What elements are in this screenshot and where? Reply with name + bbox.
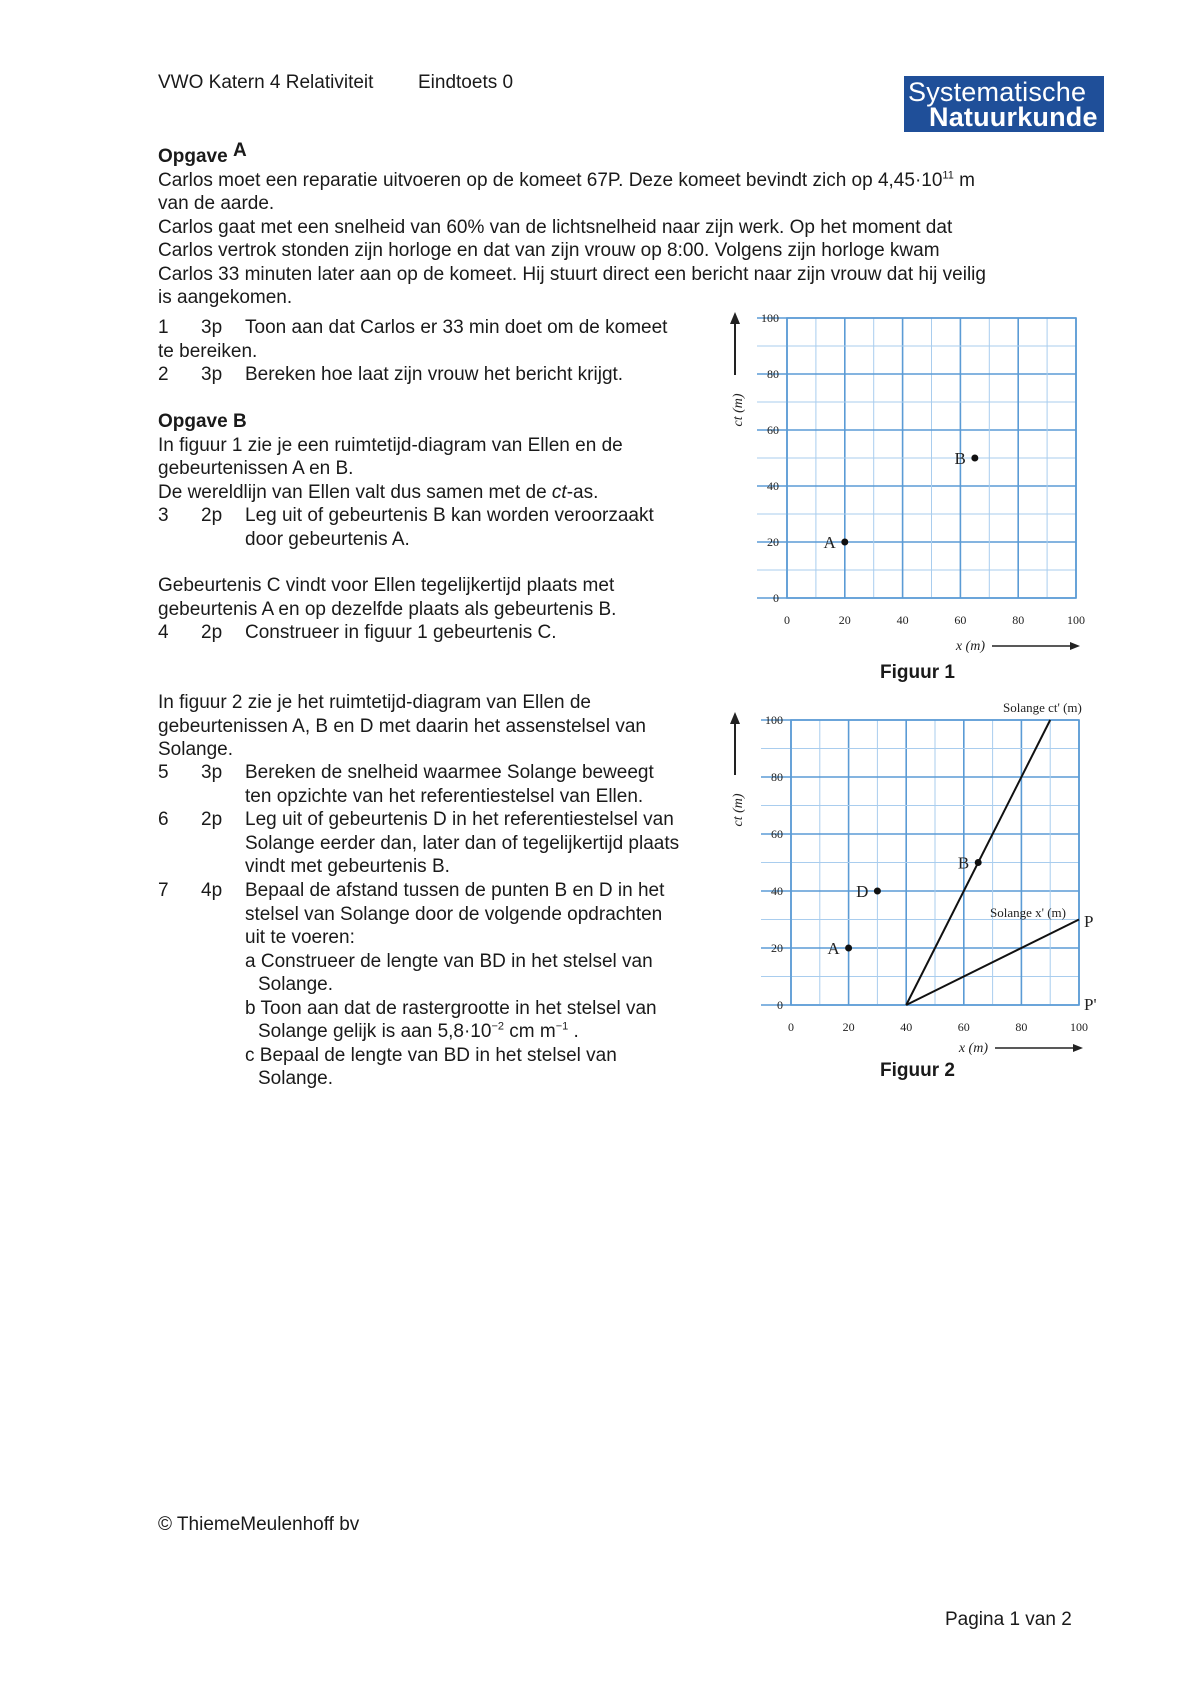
- event-point-b: [971, 455, 978, 462]
- opgave-a-intro-2: Carlos gaat met een snelheid van 60% van de lichtsnelheid naar zijn werk. Op het moment dat: [158, 216, 953, 238]
- x-tick-label: 100: [1067, 613, 1085, 627]
- page-number: Pagina 1 van 2: [945, 1609, 1072, 1630]
- figure-2-tick-labels: [765, 713, 1088, 1034]
- y-tick-label: 40: [767, 479, 779, 493]
- event-point-b: [975, 859, 982, 866]
- y-tick-label: 80: [767, 367, 779, 381]
- logo-line-1: Systematische: [908, 77, 1087, 107]
- figure-2-points: [827, 854, 981, 959]
- x-tick-label: 20: [842, 1020, 855, 1034]
- x-tick-label: 100: [1070, 1020, 1088, 1034]
- header-test-name: Eindtoets 0: [418, 72, 514, 93]
- question-7a: a Construeer de lengte van BD in het stelsel van: [245, 950, 653, 972]
- question-1: 1 3p Toon aan dat Carlos er 33 min doet om de komeet te bereiken.: [158, 317, 668, 362]
- question-7c: c Bepaal de lengte van BD in het stelsel van: [245, 1044, 617, 1066]
- opgave-a-intro-4: Carlos 33 minuten later aan op de komeet. Hij stuurt direct een bericht naar zijn vrouw dat hij veilig: [158, 263, 986, 285]
- opgave-b-worldline: De wereldlijn van Ellen valt dus samen met de ct-as.: [158, 481, 599, 503]
- figure-2-intro: In figuur 2 zie je het ruimtetijd-diagram van Ellen de gebeurtenissen A, B en D met daarin het assenstelsel van Solange.: [158, 692, 646, 760]
- logo-line-2: Natuurkunde: [929, 102, 1098, 132]
- figure-2-x-label: x (m): [958, 1041, 988, 1056]
- copyright: © ThiemeMeulenhoff bv: [158, 1514, 360, 1535]
- figure-1-y-arrowhead: [730, 312, 740, 324]
- opgave-b-intro-2: gebeurtenissen A en B.: [158, 458, 354, 479]
- figure-2-grid: [761, 720, 1079, 1005]
- question-6: 6 2p Leg uit of gebeurtenis D in het referentiestelsel van Solange eerder dan, later dan of tegelijkertijd plaats vindt met gebeurtenis B.: [158, 809, 680, 877]
- event-label-b: B: [954, 449, 966, 468]
- x-tick-label: 0: [784, 613, 790, 627]
- figure-1-points: [824, 449, 979, 552]
- x-tick-label: 20: [838, 613, 851, 627]
- opgave-b: [158, 410, 718, 504]
- opgave-b-intro-1: In figuur 1 zie je een ruimtetijd-diagram van Ellen en de: [158, 434, 623, 456]
- x-tick-label: 80: [1012, 613, 1025, 627]
- event-label-a: A: [823, 533, 836, 552]
- event-point-a: [841, 539, 848, 546]
- opgave-a-intro-1-cont: van de aarde.: [158, 193, 275, 214]
- y-tick-label: 100: [765, 713, 783, 727]
- y-tick-label: 40: [771, 884, 783, 898]
- figure-2-x-arrowhead: [1073, 1044, 1083, 1052]
- y-tick-label: 20: [771, 941, 783, 955]
- opgave-a-intro-3: Carlos vertrok stonden zijn horloge en dat van zijn vrouw op 8:00. Volgens zijn horloge kwam: [158, 240, 940, 261]
- figure-1-x-label: x (m): [955, 639, 985, 654]
- question-7b: b Toon aan dat de rastergrootte in het stelsel van: [245, 997, 657, 1019]
- y-tick-label: 0: [777, 998, 783, 1012]
- opgave-a-intro-1: Carlos moet een reparatie uitvoeren op de komeet 67P. Deze komeet bevindt zich op $4,45\cdot 10^{11}$ m: [158, 169, 975, 191]
- figure-2-caption: Figuur 2: [880, 1060, 955, 1081]
- y-tick-label: 60: [767, 423, 779, 437]
- figure-2-y-label: ct (m): [731, 793, 746, 827]
- y-tick-label: 0: [773, 591, 779, 605]
- y-tick-label: 20: [767, 535, 779, 549]
- y-tick-label: 60: [771, 827, 783, 841]
- question-4: 4 2p Construeer in figuur 1 gebeurtenis C.: [158, 622, 557, 643]
- header-title: VWO Katern 4 Relativiteit: [158, 72, 374, 93]
- figure-1-chart: [720, 300, 1100, 660]
- x-tick-label: 40: [896, 613, 909, 627]
- opgave-a-title: Opgave A: [158, 140, 247, 167]
- p-label: P: [1084, 912, 1094, 931]
- event-point-d: [874, 888, 881, 895]
- x-tick-label: 80: [1015, 1020, 1028, 1034]
- figure-1-grid: [757, 318, 1076, 598]
- figure-1-caption: Figuur 1: [880, 662, 955, 683]
- solange-ct-label: Solange ct' (m): [1003, 700, 1082, 715]
- event-label-d: D: [856, 882, 869, 901]
- figure-1-x-arrowhead: [1070, 642, 1080, 650]
- question-3: 3 2p Leg uit of gebeurtenis B kan worden veroorzaakt door gebeurtenis A.: [158, 505, 654, 550]
- opgave-b-title: Opgave B: [158, 411, 247, 432]
- opgave-a: [158, 140, 1058, 310]
- question-7: 7 4p Bepaal de afstand tussen de punten B en D in het stelsel van Solange door de volgende opdrachten uit te voeren: a Construeer de lengte van BD in het stelsel van Solange. b Toon aan dat de rastergrootte in het stelsel van Solange gelijk is aan $5,8\cdot 10^{-2}$ cm $m^{-1}$ . c Bepaal de lengte van BD in het stelsel van Solange.: [158, 879, 718, 1091]
- opgave-a-intro-5: is aangekomen.: [158, 287, 293, 308]
- question-5: 5 3p Bereken de snelheid waarmee Solange beweegt ten opzichte van het referentiestelsel van Ellen.: [158, 762, 654, 807]
- y-tick-label: 80: [771, 770, 783, 784]
- x-tick-label: 0: [788, 1020, 794, 1034]
- solange-x-label: Solange x' (m): [990, 905, 1066, 920]
- event-c-intro: Gebeurtenis C vindt voor Ellen tegelijkertijd plaats met gebeurtenis A en op dezelfde plaats als gebeurtenis B.: [158, 575, 617, 620]
- figure-2-chart: [720, 700, 1100, 1060]
- event-point-a: [845, 945, 852, 952]
- x-tick-label: 40: [900, 1020, 913, 1034]
- figure-1-tick-labels: [761, 311, 1085, 627]
- event-label-b: B: [957, 853, 970, 873]
- x-tick-label: 60: [954, 613, 967, 627]
- figure-2-y-arrowhead: [730, 712, 740, 724]
- x-tick-label: 60: [957, 1020, 970, 1034]
- y-tick-label: 100: [761, 311, 779, 325]
- figure-1-y-label: ct (m): [731, 393, 746, 427]
- question-2: 2 3p Bereken hoe laat zijn vrouw het bericht krijgt.: [158, 364, 624, 385]
- event-label-a: A: [827, 939, 840, 958]
- publisher-logo: [904, 76, 1104, 132]
- p-prime-label: P': [1084, 995, 1097, 1014]
